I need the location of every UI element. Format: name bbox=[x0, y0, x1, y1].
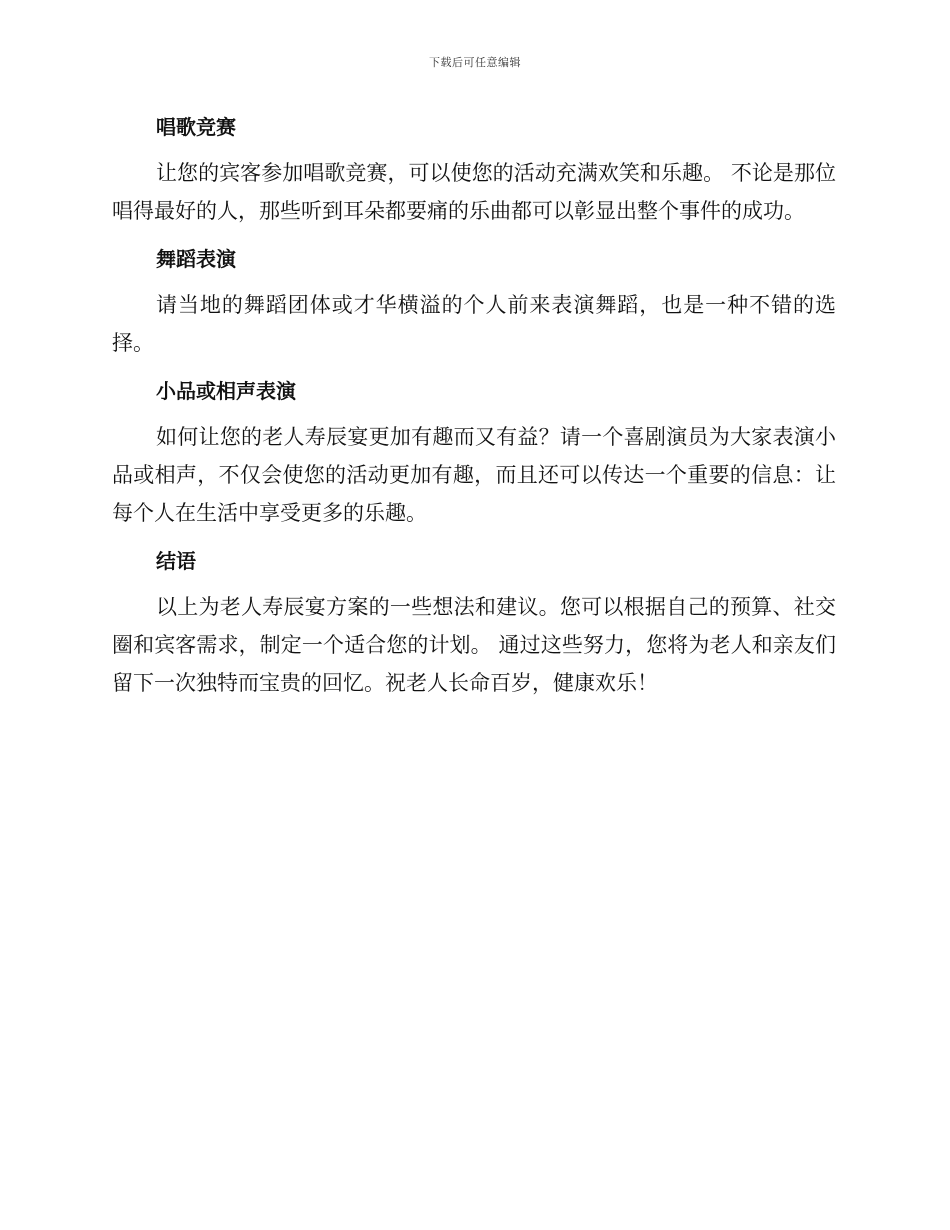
section-heading: 结语 bbox=[156, 549, 196, 573]
section-conclusion bbox=[112, 542, 836, 702]
section-heading: 唱歌竞赛 bbox=[156, 115, 236, 139]
document-body bbox=[112, 108, 836, 712]
section-paragraph: 如何让您的老人寿辰宴更加有趣而又有益？请一个喜剧演员为大家表演小品或相声，不仅会使您的活动更加有趣，而且还可以传达一个重要的信息：让每个人在生活中享受更多的乐趣。 bbox=[112, 425, 836, 525]
page-header-note: 下载后可任意编辑 bbox=[429, 56, 521, 69]
section-paragraph: 让您的宾客参加唱歌竞赛，可以使您的活动充满欢笑和乐趣。 不论是那位唱得最好的人，那些听到耳朵都要痛的乐曲都可以彰显出整个事件的成功。 bbox=[112, 161, 836, 223]
section-heading: 小品或相声表演 bbox=[156, 379, 296, 403]
section-dance-performance bbox=[112, 240, 836, 362]
section-heading: 舞蹈表演 bbox=[156, 247, 236, 271]
section-singing-contest bbox=[112, 108, 836, 230]
section-skit-or-crosstalk bbox=[112, 372, 836, 532]
section-paragraph: 请当地的舞蹈团体或才华横溢的个人前来表演舞蹈，也是一种不错的选择。 bbox=[112, 293, 836, 355]
section-paragraph: 以上为老人寿辰宴方案的一些想法和建议。您可以根据自己的预算、社交圈和宾客需求，制定一个适合您的计划。 通过这些努力，您将为老人和亲友们留下一次独特而宝贵的回忆。祝老人长命百岁，健康欢乐！ bbox=[112, 595, 836, 695]
